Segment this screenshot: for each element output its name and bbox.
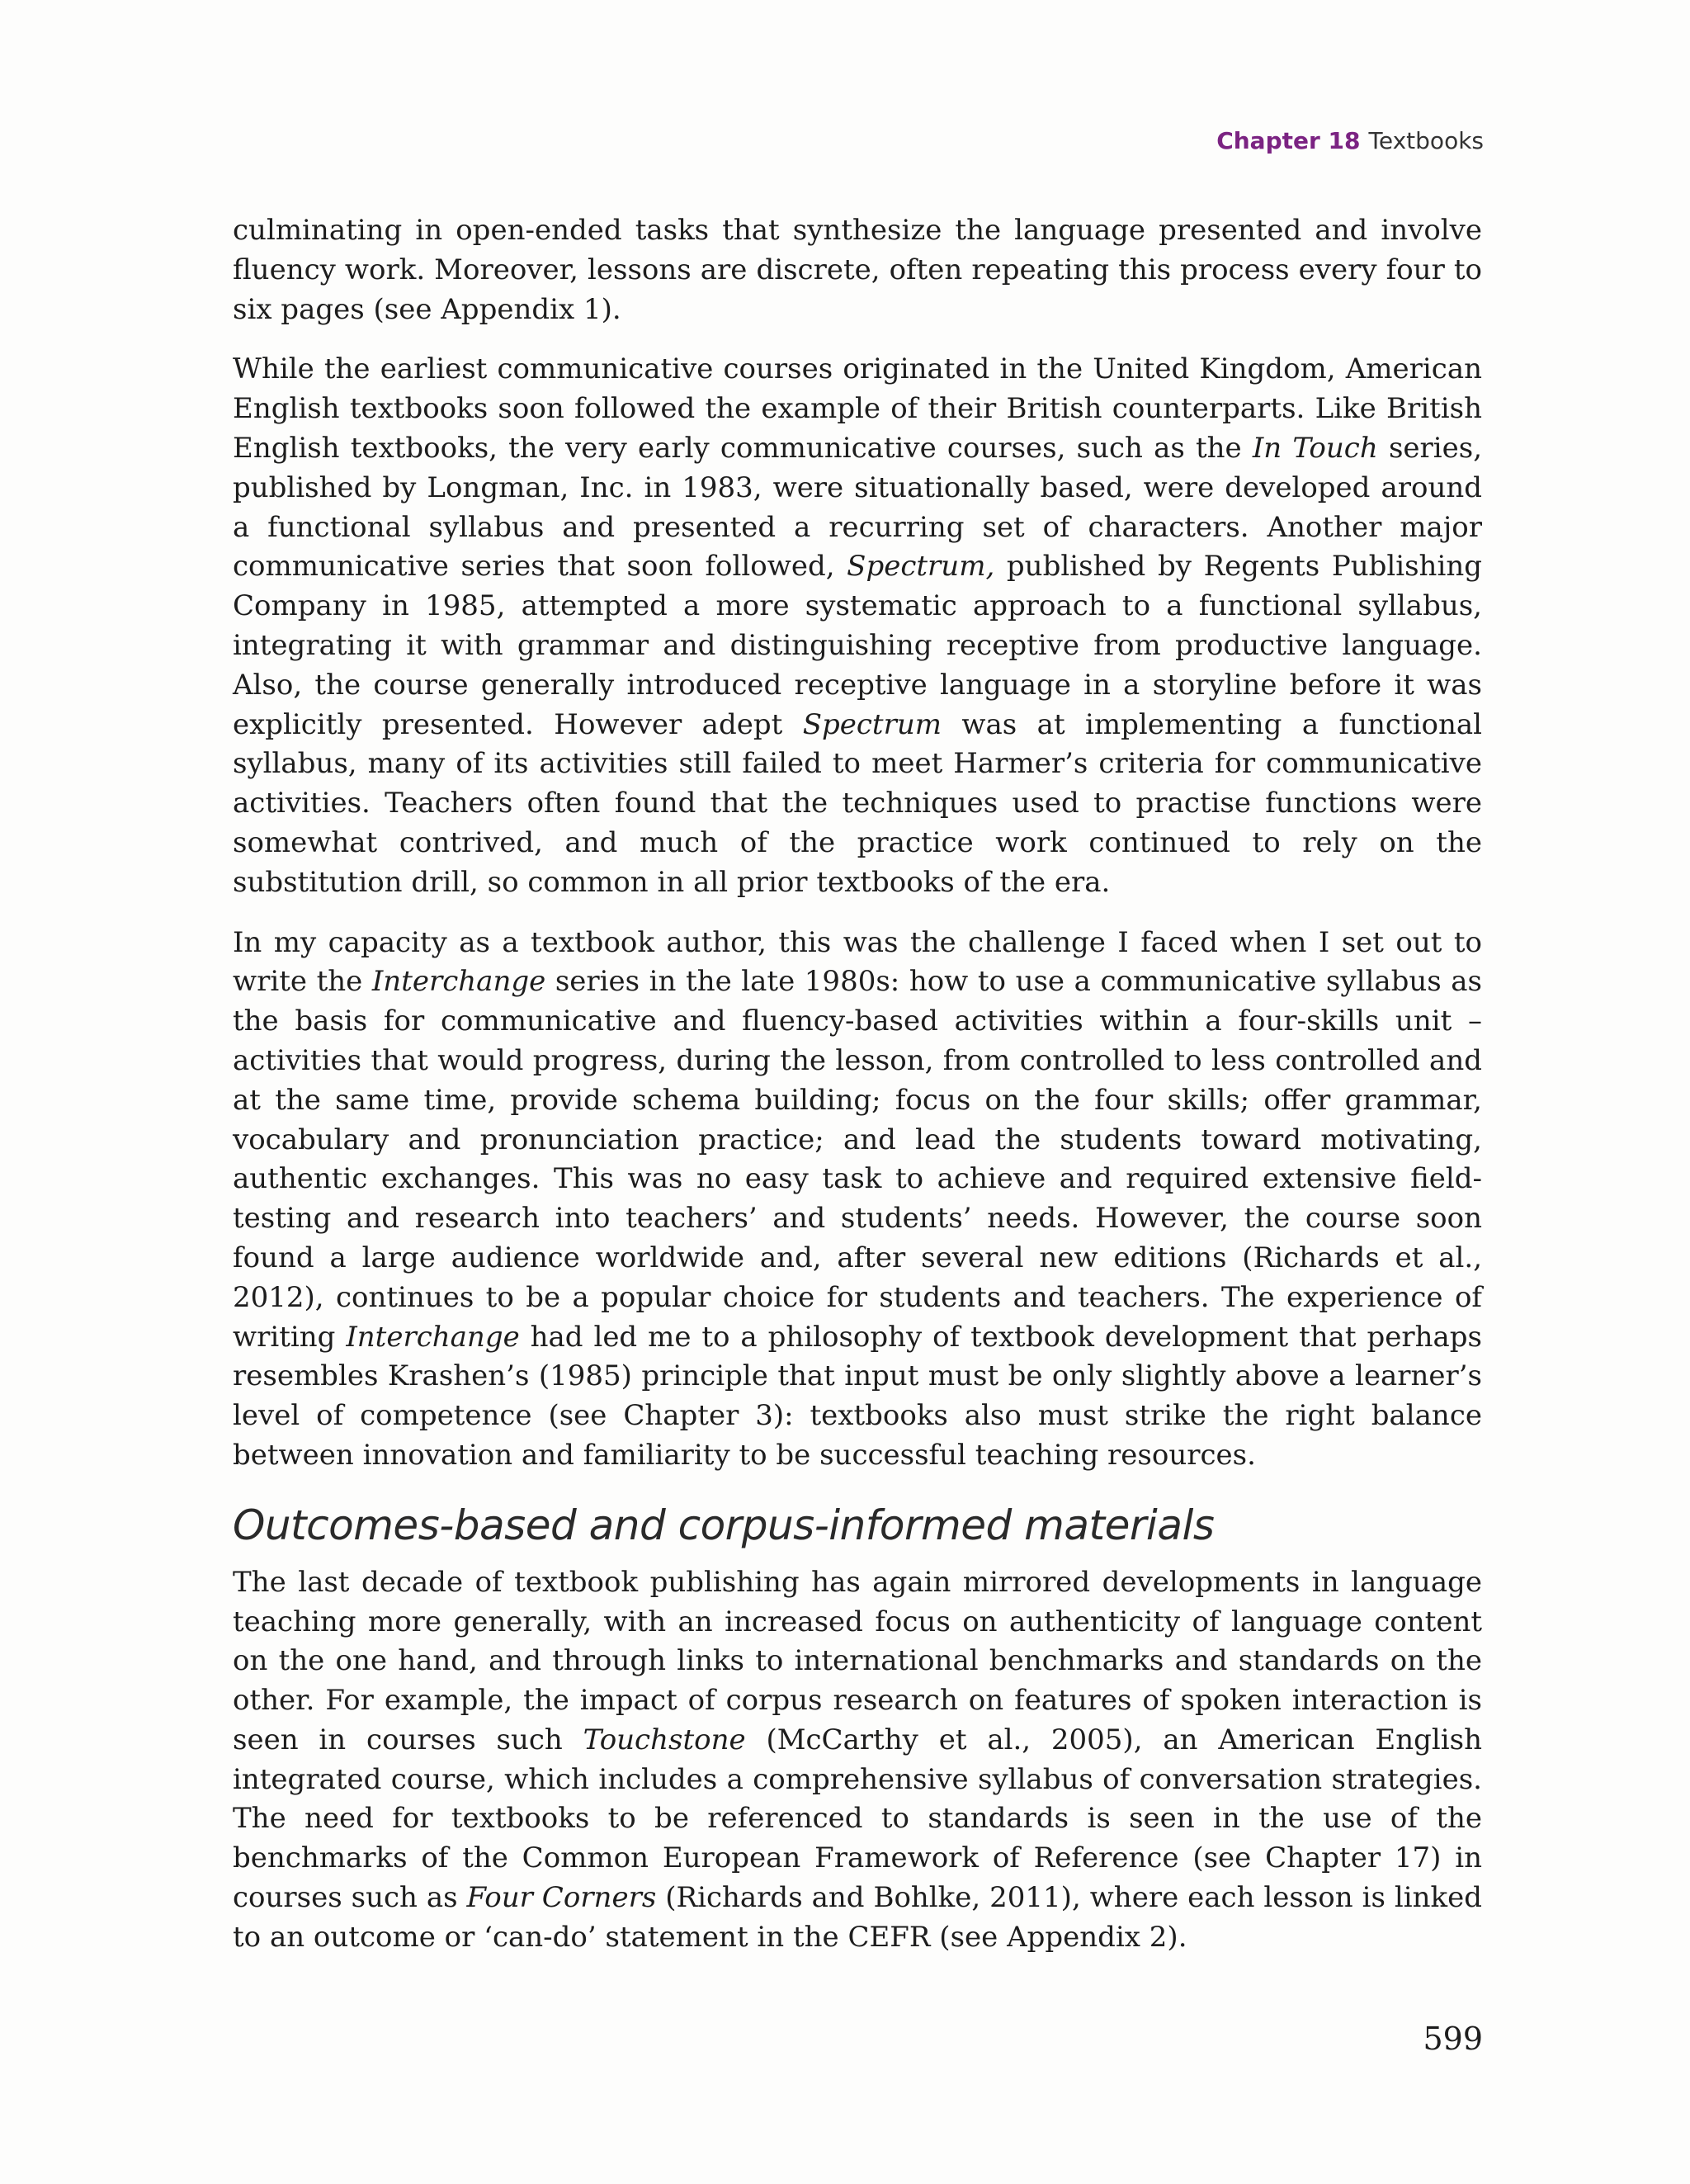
- text-run: had led me to a philosophy of textbook development that perhaps resembles Krashen’s (1985) principle that input must be only slightly above a learner’s level of competence (see Chapter 3): textbooks also must strike the right balance between innovation and familiarity to be successful teaching resources.: [233, 1320, 1482, 1472]
- italic-title: In Touch: [1252, 431, 1378, 465]
- text-run: culminating in open-ended tasks that synthesize the language presented and involve fluency work. Moreover, lessons are discrete, often repeating this process every four to six pages (see Appendix 1).: [233, 214, 1482, 326]
- italic-title: Interchange: [371, 965, 546, 999]
- chapter-label: Chapter 18: [1216, 127, 1361, 154]
- chapter-title: Textbooks: [1368, 127, 1484, 154]
- text-run: published by Regents Publishing Company in 1985, attempted a more systematic approach to a functional syllabus, integrating it with grammar and distinguishing receptive from productive language. Also, the course generally introduced receptive language in a storyline before it was explicitly presented. However adept: [233, 550, 1482, 741]
- text-run: In my capacity as a textbook author, this was the challenge I faced when I set out to write the: [233, 925, 1482, 999]
- text-run: series in the late 1980s: how to use a communicative syllabus as the basis for communicative and fluency-based activities within a four-skills unit – activities that would progress, during the lesson, from controlled to less controlled and at the same time, provide schema building; focus on the four skills; offer grammar, vocabulary and pronunciation practice; and lead the students toward motivating, authentic exchanges. This was no easy task to achieve and required extensive field-testing and research into teachers’ and students’ needs. However, the course soon found a large audience worldwide and, after several new editions (Richards et al., 2012), continues to be a popular choice for students and teachers. The experience of writing: [233, 965, 1483, 1354]
- text-run: series, published by Longman, Inc. in 1983, were situationally based, were developed around a functional syllabus and presented a recurring set of characters. Another major communicative series that soon followed,: [233, 431, 1483, 584]
- paragraph: [233, 1563, 1482, 1958]
- text-run: was at implementing a functional syllabus, many of its activities still failed to meet Harmer’s criteria for communicative activities. Teachers often found that the techniques used to practise functions were somewhat contrived, and much of the practice work continued to rely on the substitution drill, so common in all prior textbooks of the era.: [233, 707, 1483, 899]
- italic-title: Touchstone: [583, 1723, 746, 1756]
- body-text: [233, 211, 1482, 1978]
- paragraph: [233, 924, 1482, 1476]
- page-number: 599: [1423, 2021, 1483, 2057]
- italic-title: Spectrum: [802, 707, 942, 741]
- paragraph: [233, 211, 1482, 329]
- running-header: [1216, 127, 1484, 154]
- text-run: The last decade of textbook publishing has again mirrored developments in language teaching more generally, with an increased focus on authenticity of language content on the one hand, and through links to international benchmarks and standards on the other. For example, the impact of corpus research on features of spoken interaction is seen in courses such: [233, 1565, 1482, 1756]
- italic-title: Spectrum,: [847, 550, 995, 584]
- paragraph: [233, 350, 1482, 902]
- text-run: (McCarthy et al., 2005), an American English integrated course, which includes a comprehensive syllabus of conversation strategies. The need for textbooks to be referenced to standards is seen in the use of the benchmarks of the Common European Framework of Reference (see Chapter 17) in courses such as: [233, 1723, 1482, 1915]
- italic-title: Four Corners: [466, 1881, 657, 1915]
- text-run: While the earliest communicative courses originated in the United Kingdom, American English textbooks soon followed the example of their British counterparts. Like British English textbooks, the very early communicative courses, such as the: [233, 352, 1482, 465]
- section-heading: Outcomes-based and corpus-informed materials: [233, 1501, 1215, 1549]
- text-run: (Richards and Bohlke, 2011), where each lesson is linked to an outcome or ‘can-do’ statement in the CEFR (see Appendix 2).: [233, 1881, 1483, 1954]
- italic-title: Interchange: [346, 1320, 520, 1354]
